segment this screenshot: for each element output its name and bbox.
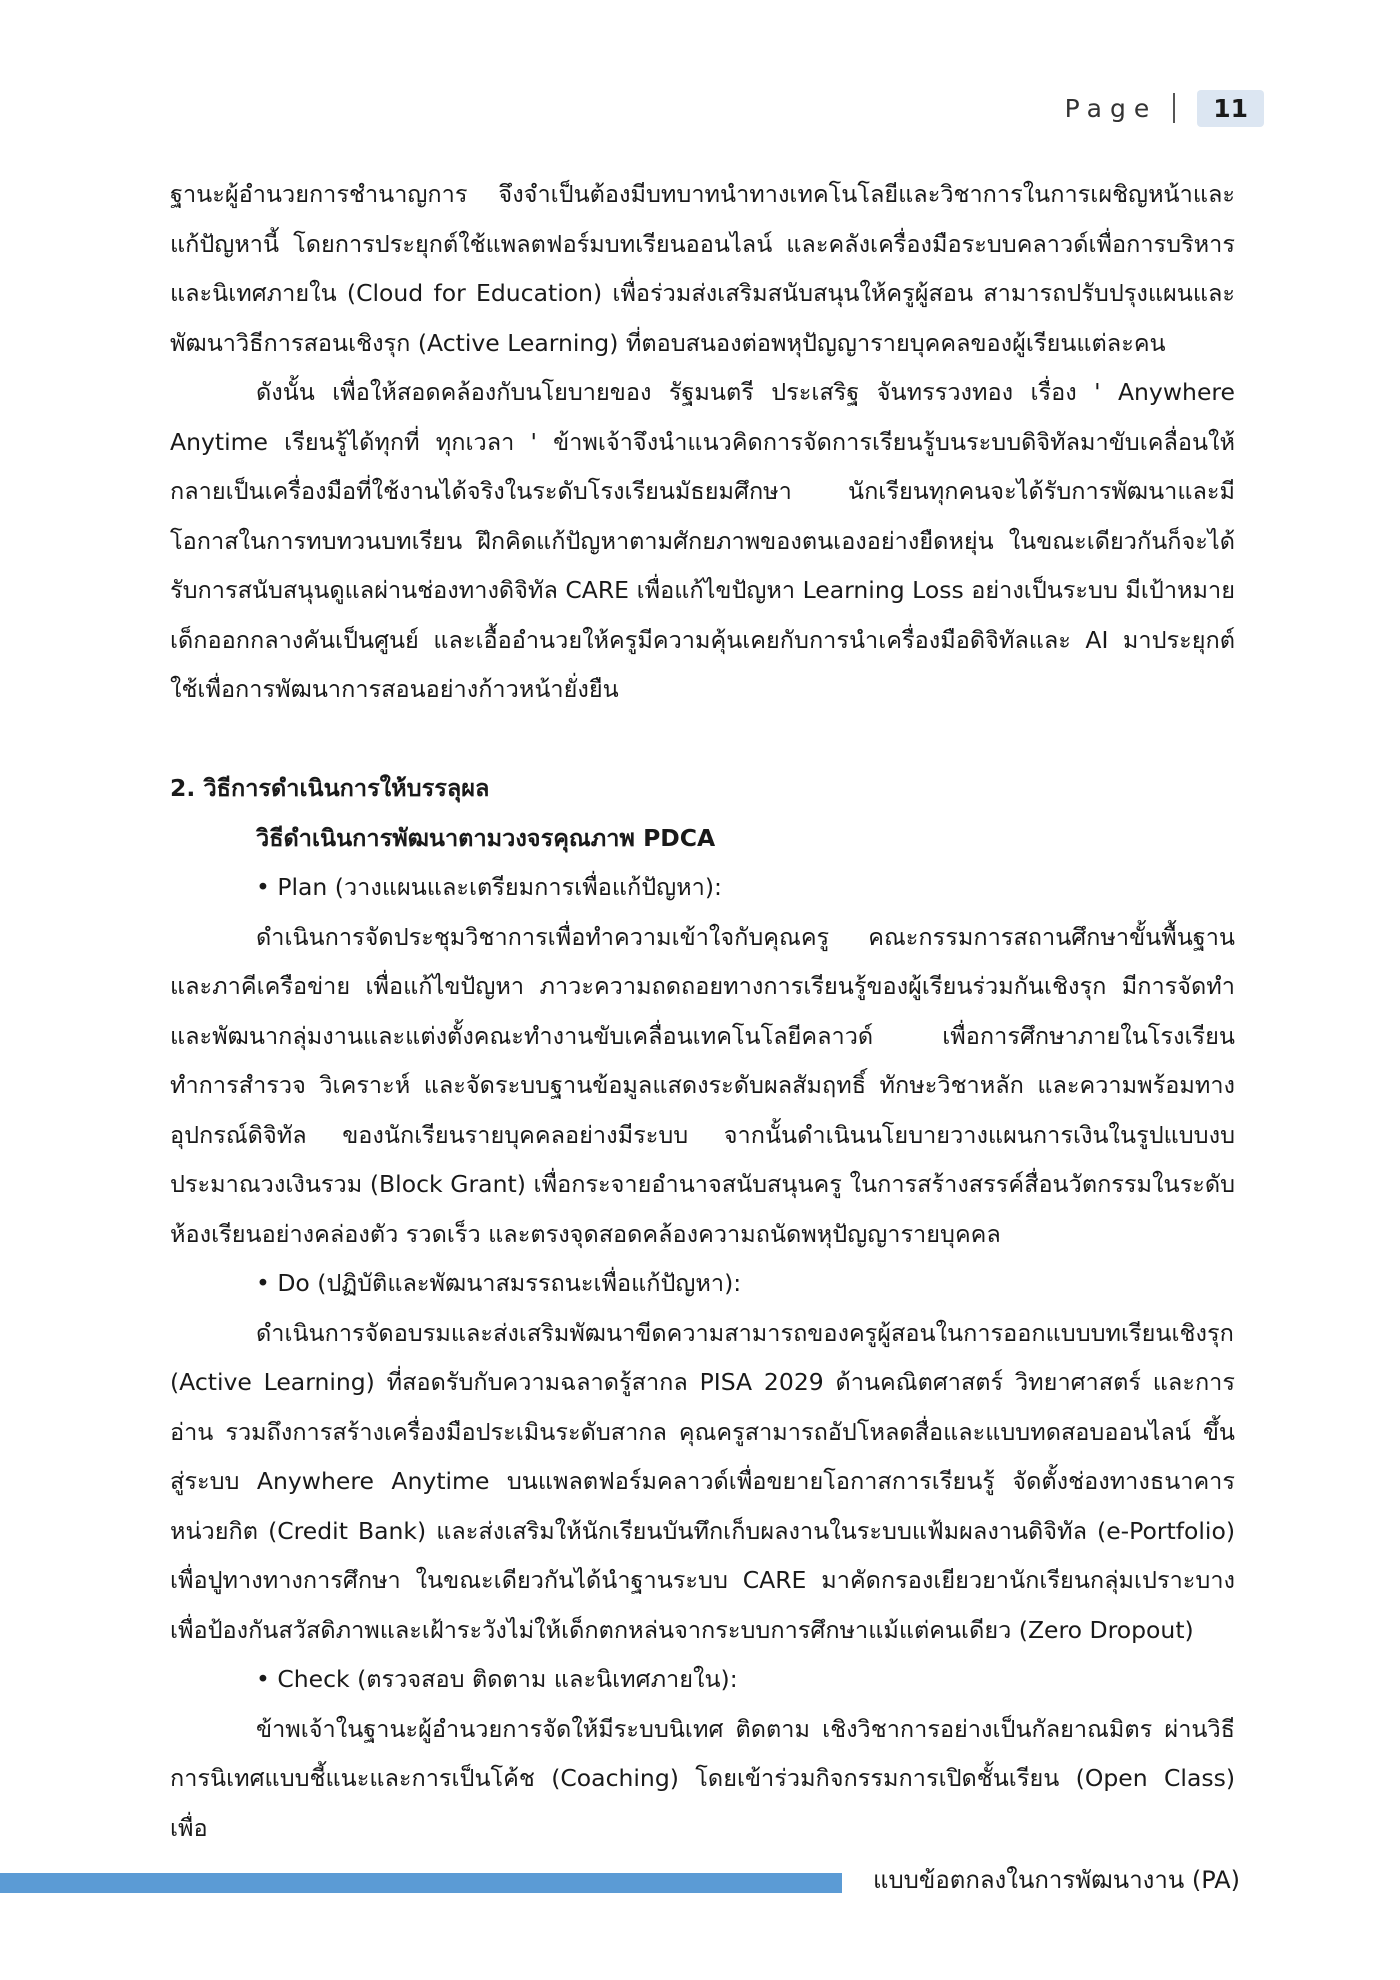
section-heading: 2. วิธีการดำเนินการให้บรรลุผล <box>170 774 490 802</box>
page-label: Page <box>1064 93 1158 123</box>
spacer <box>170 715 1235 765</box>
page-header <box>1065 86 1264 130</box>
page-number-badge: 11 <box>1197 90 1264 127</box>
footer-text: แบบข้อตกลงในการพัฒนางาน (PA) <box>872 1866 1240 1894</box>
bullet-do: • Do (ปฏิบัติและพัฒนาสมรรถนะเพื่อแก้ปัญหา): <box>256 1269 742 1297</box>
paragraph-plan: ดำเนินการจัดประชุมวิชาการเพื่อทำความเข้าใจกับคุณครู คณะกรรมการสถานศึกษาขั้นพื้นฐาน และภาคีเครือข่าย เพื่อแก้ไขปัญหา ภาวะความถดถอยทางการเรียนรู้ของผู้เรียนร่วมกันเชิงรุก มีการจัดทำและพัฒนากลุ่มงานและแต่งตั้งคณะทำงานขับเคลื่อนเทคโนโลยีคลาวด์ เพื่อการศึกษาภายในโรงเรียน ทำการสำรวจ วิเคราะห์ และจัดระบบฐานข้อมูลแสดงระดับผลสัมฤทธิ์ ทักษะวิชาหลัก และความพร้อมทางอุปกรณ์ดิจิทัล ของนักเรียนรายบุคคลอย่างมีระบบ จากนั้นดำเนินนโยบายวางแผนการเงินในรูปแบบงบประมาณวงเงินรวม (Block Grant) เพื่อกระจายอำนาจสนับสนุนครู ในการสร้างสรรค์สื่อนวัตกรรมในระดับห้องเรียนอย่างคล่องตัว รวดเร็ว และตรงจุดสอดคล้องความถนัดพหุปัญญารายบุคคล <box>170 922 1235 1248</box>
bullet-plan: • Plan (วางแผนและเตรียมการเพื่อแก้ปัญหา): <box>256 873 722 901</box>
paragraph-do: ดำเนินการจัดอบรมและส่งเสริมพัฒนาขีดความสามารถของครูผู้สอนในการออกแบบบทเรียนเชิงรุก (Active Learning) ที่สอดรับกับความฉลาดรู้สากล PISA 2029 ด้านคณิตศาสตร์ วิทยาศาสตร์ และการอ่าน รวมถึงการสร้างเครื่องมือประเมินระดับสากล คุณครูสามารถอัปโหลดสื่อและแบบทดสอบออนไลน์ ขึ้นสู่ระบบ Anywhere Anytime บนแพลตฟอร์มคลาวด์เพื่อขยายโอกาสการเรียนรู้ จัดตั้งช่องทางธนาคารหน่วยกิต (Credit Bank) และส่งเสริมให้นักเรียนบันทึกเก็บผลงานในระบบแฟ้มผลงานดิจิทัล (e-Portfolio) เพื่อปูทางทางการศึกษา ในขณะเดียวกันได้นำฐานระบบ CARE มาคัดกรองเยียวยานักเรียนกลุ่มเปราะบางเพื่อป้องกันสวัสดิภาพและเฝ้าระวังไม่ให้เด็กตกหล่นจากระบบการศึกษาแม้แต่คนเดียว (Zero Dropout) <box>170 1318 1235 1644</box>
document-body <box>170 170 1235 1853</box>
paragraph-check: ข้าพเจ้าในฐานะผู้อำนวยการจัดให้มีระบบนิเทศ ติดตาม เชิงวิชาการอย่างเป็นกัลยาณมิตร ผ่านวิธีการนิเทศแบบชี้แนะและการเป็นโค้ช (Coaching) โดยเข้าร่วมกิจกรรมการเปิดชั้นเรียน (Open Class) เพื่อ <box>170 1714 1235 1842</box>
paragraph-continuation: ฐานะผู้อำนวยการชำนาญการ จึงจำเป็นต้องมีบทบาทนำทางเทคโนโลยีและวิชาการในการเผชิญหน้าและแก้ปัญหานี้ โดยการประยุกต์ใช้แพลตฟอร์มบทเรียนออนไลน์ และคลังเครื่องมือระบบคลาวด์เพื่อการบริหารและนิเทศภายใน (Cloud for Education) เพื่อร่วมส่งเสริมสนับสนุนให้ครูผู้สอน สามารถปรับปรุงแผนและพัฒนาวิธีการสอนเชิงรุก (Active Learning) ที่ตอบสนองต่อพหุปัญญารายบุคคลของผู้เรียนแต่ละคน <box>170 180 1235 357</box>
bullet-check: • Check (ตรวจสอบ ติดตาม และนิเทศภายใน): <box>256 1665 738 1693</box>
page-separator <box>1173 93 1175 123</box>
sub-heading: วิธีดำเนินการพัฒนาตามวงจรคุณภาพ PDCA <box>256 823 716 852</box>
paragraph-policy: ดังนั้น เพื่อให้สอดคล้องกับนโยบายของ รัฐมนตรี ประเสริฐ จันทรรวงทอง เรื่อง ' Anywhere Anytime เรียนรู้ได้ทุกที่ ทุกเวลา ' ข้าพเจ้าจึงนำแนวคิดการจัดการเรียนรู้บนระบบดิจิทัลมาขับเคลื่อนให้กลายเป็นเครื่องมือที่ใช้งานได้จริงในระดับโรงเรียนมัธยมศึกษา นักเรียนทุกคนจะได้รับการพัฒนาและมีโอกาสในการทบทวนบทเรียน ฝึกคิดแก้ปัญหาตามศักยภาพของตนเองอย่างยืดหยุ่น ในขณะเดียวกันก็จะได้รับการสนับสนุนดูแลผ่านช่องทางดิจิทัล CARE เพื่อแก้ไขปัญหา Learning Loss อย่างเป็นระบบ มีเป้าหมายเด็กออกกลางคันเป็นศูนย์ และเอื้ออำนวยให้ครูมีความคุ้นเคยกับการนำเครื่องมือดิจิทัลและ AI มาประยุกต์ใช้เพื่อการพัฒนาการสอนอย่างก้าวหน้ายั่งยืน <box>170 378 1235 703</box>
footer-accent-bar <box>0 1873 842 1893</box>
